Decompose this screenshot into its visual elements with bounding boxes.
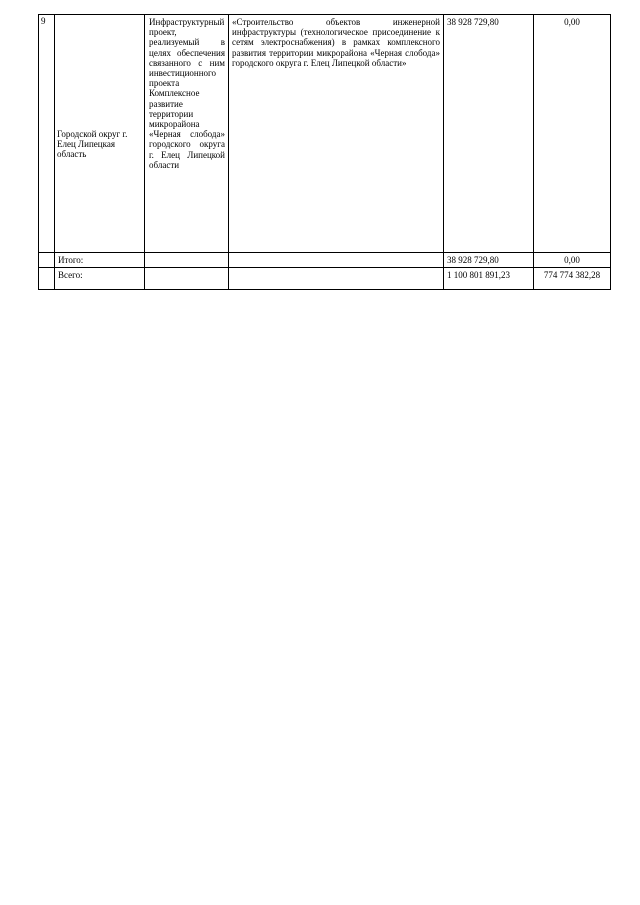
total-label: Всего:: [58, 270, 83, 280]
column-divider: [144, 14, 145, 290]
table-border-bottom: [38, 289, 611, 290]
column-divider: [38, 14, 39, 290]
municipality-cell: Городской округ г. Елец Липецкая область: [57, 129, 128, 160]
column-divider: [228, 14, 229, 290]
column-divider: [54, 14, 55, 290]
total-amount-2: 774 774 382,28: [543, 270, 601, 280]
amount-2-cell: 0,00: [564, 17, 580, 27]
subtotal-amount-1: 38 928 729,80: [447, 255, 499, 265]
row-divider: [38, 267, 611, 268]
row-divider: [38, 252, 611, 253]
object-cell: «Строительство объектов инженерной инфраструктуры (технологическое присоединение к сетям электроснабжения) в рамках комплексного развития территории микрорайона «Черная слобода» городского округа г. Елец Липецкой области»: [232, 17, 440, 68]
column-divider: [443, 14, 444, 290]
project-type-cell: Инфраструктурный проект, реализуемый в целях обеспечения связанного с ним инвестиционного проекта Комплексное развитие территории микрорайона «Черная слобода» городского округа г. Елец Липецкой области: [149, 17, 225, 170]
subtotal-label: Итого:: [58, 255, 84, 265]
row-number: 9: [41, 16, 46, 26]
financing-table: [38, 14, 611, 290]
amount-1-cell: 38 928 729,80: [447, 17, 499, 27]
table-border-top: [38, 14, 611, 15]
column-divider: [610, 14, 611, 290]
column-divider: [533, 14, 534, 290]
subtotal-amount-2: 0,00: [564, 255, 580, 265]
total-amount-1: 1 100 801 891,23: [447, 270, 510, 280]
